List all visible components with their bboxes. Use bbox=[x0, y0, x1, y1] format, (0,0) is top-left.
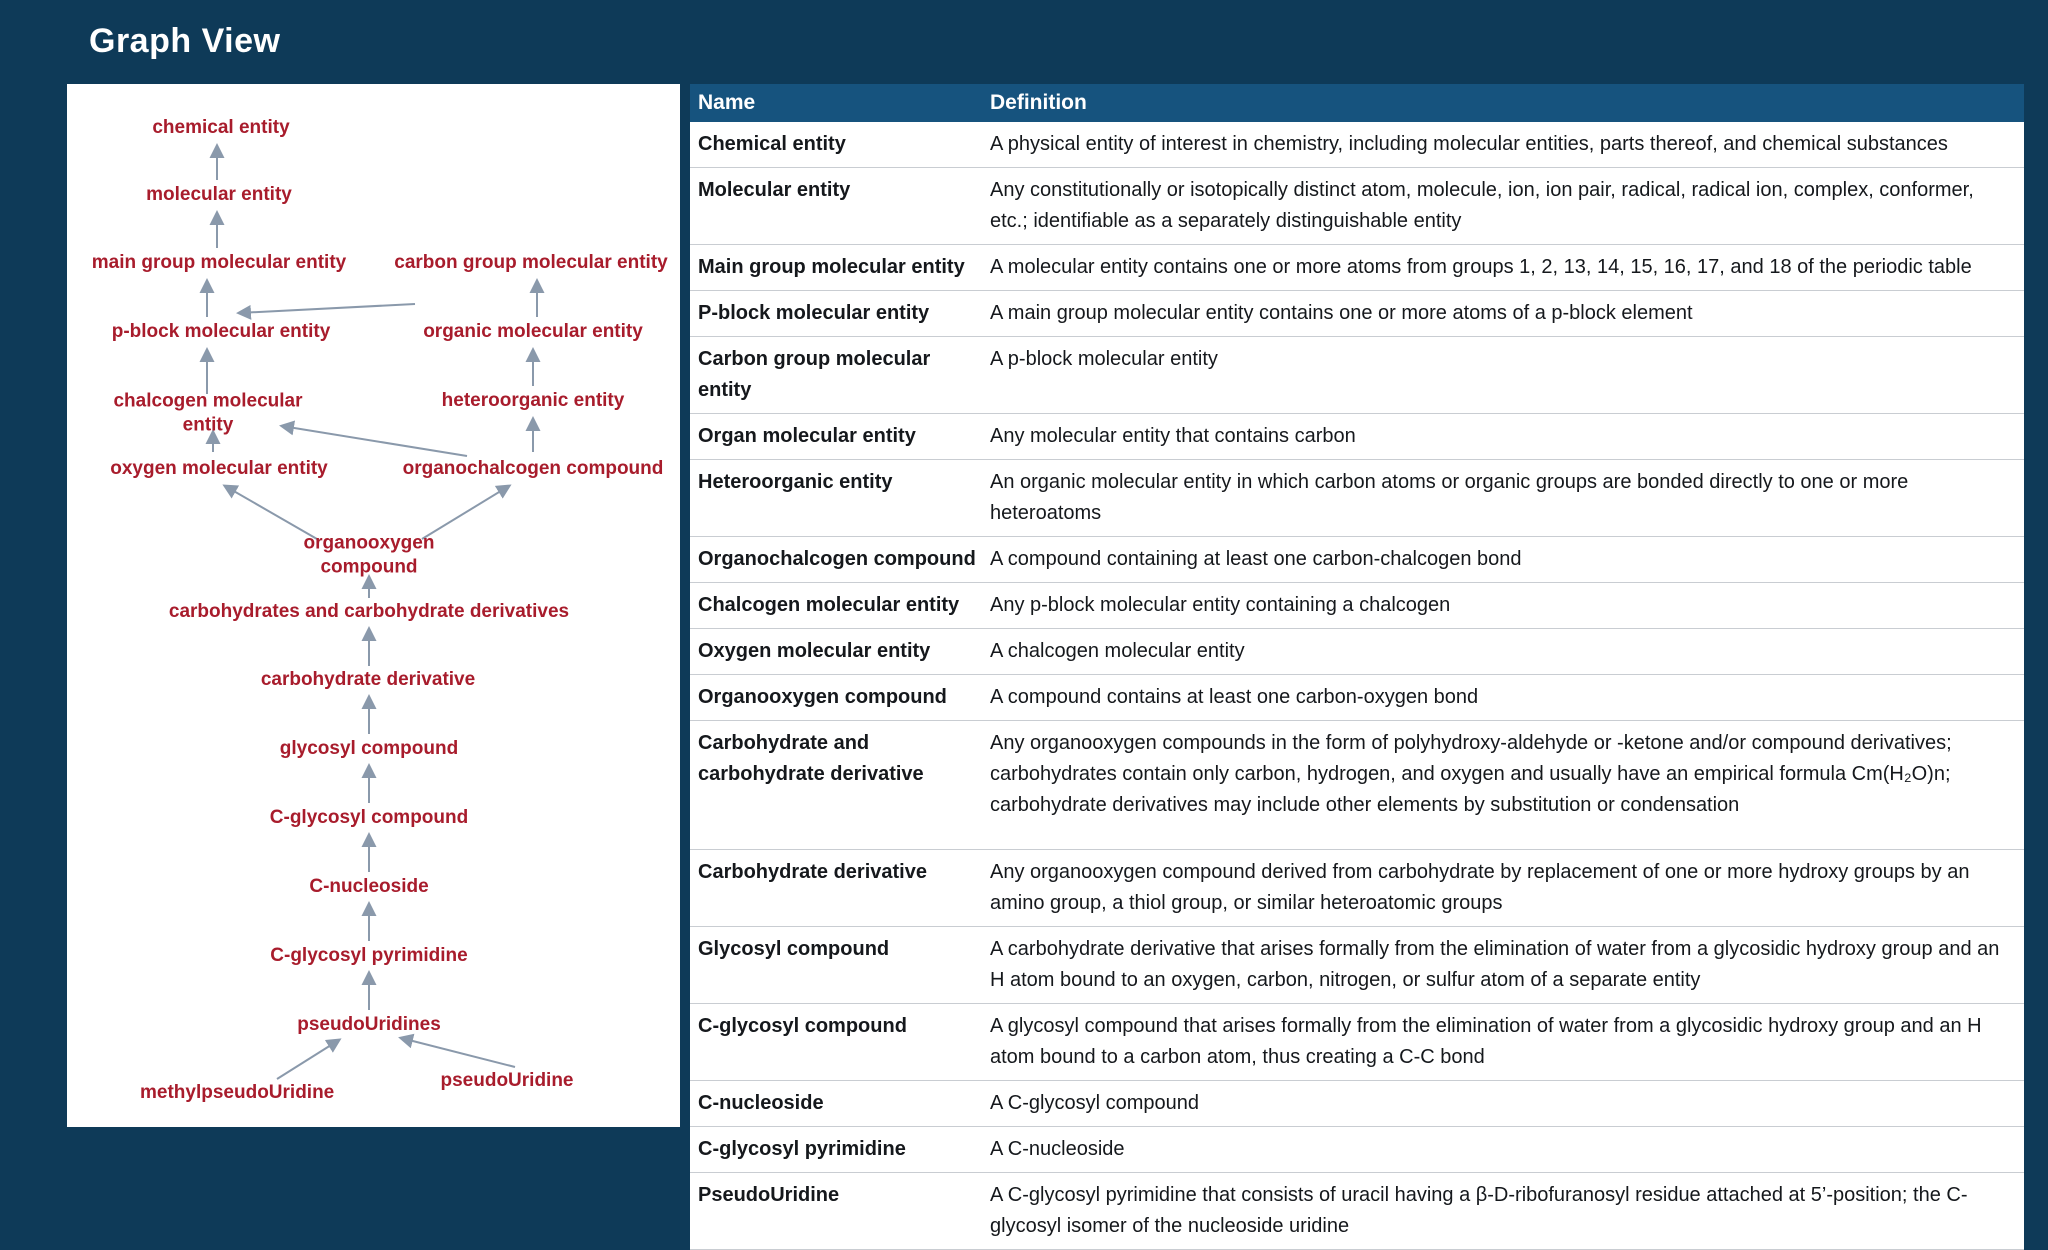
name-cell: Heteroorganic entity bbox=[698, 471, 893, 493]
table-row bbox=[690, 927, 2024, 1004]
name-cell: Organochalcogen compound bbox=[698, 548, 976, 570]
name-cell: Molecular entity bbox=[698, 179, 851, 201]
graph-node-pseudouridines[interactable]: pseudoUridines bbox=[297, 1014, 441, 1036]
table-header-row bbox=[690, 84, 2024, 122]
graph-node-carbohydrate-derivative[interactable]: carbohydrate derivative bbox=[260, 669, 476, 691]
name-cell: Chalcogen molecular entity bbox=[698, 594, 960, 616]
edge-arrow bbox=[239, 304, 415, 313]
graph-node-carbohydrates-and-carbohydrate-derivatives[interactable]: carbohydrates and carbohydrate derivatives bbox=[168, 601, 570, 623]
graph-node-carbon-group-molecular-entity[interactable]: carbon group molecular entity bbox=[394, 252, 668, 274]
definition-cell: Any molecular entity that contains carbon bbox=[990, 425, 1356, 447]
name-cell: Organooxygen compound bbox=[698, 686, 947, 708]
graph-node-methylpseudouridine[interactable]: methylpseudoUridine bbox=[140, 1082, 335, 1104]
graph-node-chalcogen-molecular-entity[interactable]: chalcogen molecular entity bbox=[113, 390, 303, 435]
name-cell: C-glycosyl pyrimidine bbox=[698, 1138, 906, 1160]
table-row bbox=[690, 291, 2024, 337]
table-row bbox=[690, 1173, 2024, 1250]
definition-cell: A compound contains at least one carbon-oxygen bond bbox=[990, 686, 1479, 708]
table-row bbox=[690, 460, 2024, 537]
name-cell: Oxygen molecular entity bbox=[698, 640, 931, 662]
graph-node-organooxygen-compound[interactable]: organooxygen compound bbox=[303, 532, 435, 577]
definition-cell: Any organooxygen compounds in the form of polyhydroxy-aldehyde or -ketone and/or compound derivatives; carbohydrates contain only carbon, hydrogen, and oxygen and usually have an empirical formula Cm(H₂O)n; carbohydrate derivatives may include other elements by substitution or condensation bbox=[990, 732, 1952, 816]
name-cell: Chemical entity bbox=[698, 133, 846, 155]
graph-node-molecular-entity[interactable]: molecular entity bbox=[146, 184, 292, 206]
table-row bbox=[690, 721, 2024, 850]
definition-cell: A carbohydrate derivative that arises formally from the elimination of water from a glycosidic hydroxy group and an H atom bound to an oxygen, carbon, nitrogen, or sulfur atom of a separate entity bbox=[990, 938, 2000, 991]
edge-arrow bbox=[277, 1040, 339, 1079]
name-cell: Carbohydrate derivative bbox=[698, 861, 927, 883]
graph-node-pseudouridine[interactable]: pseudoUridine bbox=[440, 1070, 574, 1092]
table-row bbox=[690, 583, 2024, 629]
table-row bbox=[690, 337, 2024, 414]
definition-cell: A main group molecular entity contains one or more atoms of a p-block element bbox=[990, 302, 1693, 324]
definition-cell: An organic molecular entity in which carbon atoms or organic groups are bonded directly to one or more heteroatoms bbox=[990, 471, 1909, 524]
table-row bbox=[690, 122, 2024, 168]
name-cell: Main group molecular entity bbox=[698, 256, 965, 278]
name-cell: Glycosyl compound bbox=[698, 938, 890, 960]
definition-cell: Any p-block molecular entity containing a chalcogen bbox=[990, 594, 1451, 616]
name-cell: C-glycosyl compound bbox=[698, 1015, 907, 1037]
definition-cell: A chalcogen molecular entity bbox=[990, 640, 1245, 662]
definition-cell: Any constitutionally or isotopically distinct atom, molecule, ion, ion pair, radical, radical ion, complex, conformer, etc.; identifiable as a separately distinguishable entity bbox=[990, 179, 1974, 232]
graph-node-c-glycosyl-pyrimidine[interactable]: C-glycosyl pyrimidine bbox=[270, 945, 468, 967]
name-cell: P-block molecular entity bbox=[698, 302, 930, 324]
definition-cell: Any organooxygen compound derived from carbohydrate by replacement of one or more hydroxy groups by an amino group, a thiol group, or similar heteroatomic groups bbox=[990, 861, 1970, 914]
definition-cell: A glycosyl compound that arises formally from the elimination of water from a glycosidic hydroxy group and an H atom bound to a carbon atom, thus creating a C-C bond bbox=[990, 1015, 1982, 1068]
name-cell: Carbon group molecular entity bbox=[698, 348, 931, 401]
definition-cell: A C-glycosyl compound bbox=[990, 1092, 1199, 1114]
definition-cell: A physical entity of interest in chemistry, including molecular entities, parts thereof, and chemical substances bbox=[990, 133, 1948, 155]
graph-node-oxygen-molecular-entity[interactable]: oxygen molecular entity bbox=[110, 458, 328, 480]
definition-cell: A p-block molecular entity bbox=[990, 348, 1218, 370]
graph-node-c-glycosyl-compound[interactable]: C-glycosyl compound bbox=[269, 807, 469, 829]
edge-arrow bbox=[401, 1038, 515, 1067]
graph-node-chemical-entity[interactable]: chemical entity bbox=[152, 117, 290, 139]
table-row bbox=[690, 414, 2024, 460]
graph-node-p-block-molecular-entity[interactable]: p-block molecular entity bbox=[111, 321, 331, 343]
table-row bbox=[690, 629, 2024, 675]
table-row bbox=[690, 1004, 2024, 1081]
definition-cell: A C-glycosyl pyrimidine that consists of uracil having a β-D-ribofuranosyl residue attached at 5’-position; the C-glycosyl isomer of the nucleoside uridine bbox=[990, 1184, 1968, 1237]
table-row bbox=[690, 850, 2024, 927]
page-title: Graph View bbox=[89, 22, 281, 60]
table-row bbox=[690, 1081, 2024, 1127]
name-cell: Carbohydrate and carbohydrate derivative bbox=[698, 732, 924, 785]
table-row bbox=[690, 537, 2024, 583]
table-row bbox=[690, 168, 2024, 245]
graph-node-c-nucleoside[interactable]: C-nucleoside bbox=[309, 876, 429, 898]
table-row bbox=[690, 1127, 2024, 1173]
name-cell: C-nucleoside bbox=[698, 1092, 824, 1114]
definition-cell: A C-nucleoside bbox=[990, 1138, 1125, 1160]
column-header-definition: Definition bbox=[990, 91, 1087, 114]
graph-view-panel bbox=[67, 84, 680, 1127]
definitions-table bbox=[690, 84, 2024, 1250]
graph-node-heteroorganic-entity[interactable]: heteroorganic entity bbox=[441, 390, 625, 412]
table-row bbox=[690, 245, 2024, 291]
graph-node-organic-molecular-entity[interactable]: organic molecular entity bbox=[423, 321, 643, 343]
column-header-name: Name bbox=[698, 91, 756, 114]
definition-cell: A compound containing at least one carbon-chalcogen bond bbox=[990, 548, 1522, 570]
graph-node-organochalcogen-compound[interactable]: organochalcogen compound bbox=[402, 458, 664, 480]
name-cell: Organ molecular entity bbox=[698, 425, 916, 447]
name-cell: PseudoUridine bbox=[698, 1184, 840, 1206]
graph-node-main-group-molecular-entity[interactable]: main group molecular entity bbox=[91, 252, 347, 274]
graph-node-glycosyl-compound[interactable]: glycosyl compound bbox=[279, 738, 459, 760]
table-row bbox=[690, 675, 2024, 721]
definition-cell: A molecular entity contains one or more atoms from groups 1, 2, 13, 14, 15, 16, 17, and 18 of the periodic table bbox=[990, 256, 1972, 278]
